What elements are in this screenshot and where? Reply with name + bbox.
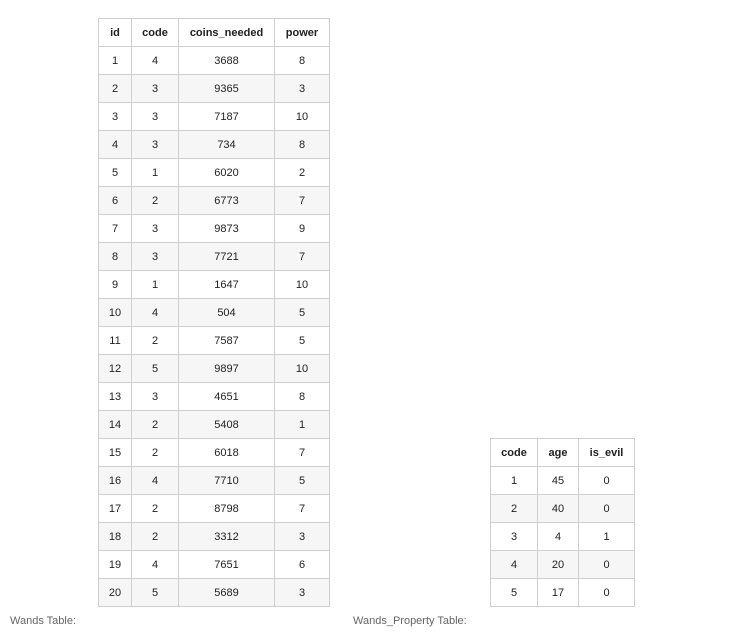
table-cell: 5 [132,579,179,607]
table-cell: 504 [179,299,275,327]
table-row [99,215,330,243]
table-cell: 40 [538,495,579,523]
table-row [99,355,330,383]
table-cell: 7 [275,439,330,467]
table-cell: 3 [132,383,179,411]
table-cell: 5 [99,159,132,187]
table-cell: 14 [99,411,132,439]
table-cell: 19 [99,551,132,579]
table-cell: 3 [491,523,538,551]
table-cell: 0 [579,579,635,607]
table-row [99,187,330,215]
table-row [99,75,330,103]
table-cell: 2 [491,495,538,523]
table-cell: 10 [99,299,132,327]
table-row [99,299,330,327]
table-cell: 4 [132,47,179,75]
table-cell: 5689 [179,579,275,607]
table-header-row [99,19,330,47]
table-cell: 6018 [179,439,275,467]
table-row [491,495,635,523]
table-cell: 3312 [179,523,275,551]
table-cell: 5 [132,355,179,383]
table-cell: 3 [132,243,179,271]
table-cell: 3688 [179,47,275,75]
table-cell: 7 [275,495,330,523]
table-cell: 5408 [179,411,275,439]
table-row [99,271,330,299]
table-cell: 5 [275,327,330,355]
table-cell: 8 [275,47,330,75]
table-cell: 0 [579,495,635,523]
table-cell: 1 [132,159,179,187]
table-cell: 9 [99,271,132,299]
table-cell: 2 [99,75,132,103]
table-row [491,579,635,607]
column-header-coins-needed: coins_needed [179,19,275,47]
table-cell: 10 [275,103,330,131]
table-cell: 7187 [179,103,275,131]
table-cell: 3 [275,523,330,551]
wands-table [98,18,330,607]
table-cell: 7 [99,215,132,243]
table-cell: 7 [275,243,330,271]
table-cell: 3 [132,103,179,131]
table-cell: 5 [491,579,538,607]
table-cell: 20 [99,579,132,607]
table-cell: 12 [99,355,132,383]
table-cell: 2 [132,187,179,215]
table-cell: 10 [275,271,330,299]
table-cell: 4 [491,551,538,579]
column-header-code: code [132,19,179,47]
table-cell: 0 [579,551,635,579]
table-cell: 3 [132,131,179,159]
table-cell: 9897 [179,355,275,383]
table-cell: 10 [275,355,330,383]
table-row [99,47,330,75]
table-cell: 17 [99,495,132,523]
wands-table-caption: Wands Table: [10,615,77,627]
table-cell: 8798 [179,495,275,523]
table-cell: 4 [132,299,179,327]
table-cell: 18 [99,523,132,551]
table-cell: 2 [132,411,179,439]
table-cell: 5 [275,299,330,327]
table-row [99,327,330,355]
table-cell: 4 [132,551,179,579]
table-row [99,243,330,271]
table-cell: 7 [275,187,330,215]
table-cell: 5 [275,467,330,495]
table-cell: 3 [132,75,179,103]
table-cell: 15 [99,439,132,467]
table-row [99,103,330,131]
column-header-is-evil: is_evil [579,439,635,467]
table-cell: 7587 [179,327,275,355]
table-row [99,159,330,187]
table-cell: 13 [99,383,132,411]
table-cell: 2 [132,495,179,523]
table-row [491,551,635,579]
table-cell: 7721 [179,243,275,271]
table-cell: 17 [538,579,579,607]
table-row [99,523,330,551]
table-cell: 3 [132,215,179,243]
table-cell: 11 [99,327,132,355]
table-cell: 2 [132,327,179,355]
table-cell: 3 [275,75,330,103]
table-cell: 6 [99,187,132,215]
column-header-age: age [538,439,579,467]
table-cell: 1 [275,411,330,439]
table-cell: 4 [538,523,579,551]
column-header-id: id [99,19,132,47]
table-cell: 3 [99,103,132,131]
table-row [99,551,330,579]
table-cell: 45 [538,467,579,495]
table-cell: 16 [99,467,132,495]
table-cell: 9 [275,215,330,243]
table-cell: 9873 [179,215,275,243]
table-cell: 6773 [179,187,275,215]
table-row [99,467,330,495]
table-cell: 6 [275,551,330,579]
table-cell: 8 [275,131,330,159]
table-cell: 1 [491,467,538,495]
table-cell: 8 [99,243,132,271]
table-cell: 734 [179,131,275,159]
wands-property-table [490,438,635,607]
table-cell: 8 [275,383,330,411]
table-cell: 4651 [179,383,275,411]
table-row [99,383,330,411]
table-header-row [491,439,635,467]
table-cell: 3 [275,579,330,607]
table-cell: 2 [275,159,330,187]
table-row [491,523,635,551]
table-cell: 1 [579,523,635,551]
table-cell: 7710 [179,467,275,495]
table-cell: 20 [538,551,579,579]
table-row [99,439,330,467]
table-cell: 9365 [179,75,275,103]
table-cell: 4 [132,467,179,495]
table-row [99,411,330,439]
column-header-code: code [491,439,538,467]
table-cell: 1 [132,271,179,299]
wands-property-table-caption: Wands_Property Table: [353,615,467,627]
table-cell: 1 [99,47,132,75]
table-cell: 0 [579,467,635,495]
table-cell: 2 [132,523,179,551]
table-row [99,131,330,159]
table-cell: 2 [132,439,179,467]
table-row [491,467,635,495]
table-cell: 7651 [179,551,275,579]
table-row [99,579,330,607]
table-cell: 4 [99,131,132,159]
table-row [99,495,330,523]
table-cell: 1647 [179,271,275,299]
table-cell: 6020 [179,159,275,187]
column-header-power: power [275,19,330,47]
